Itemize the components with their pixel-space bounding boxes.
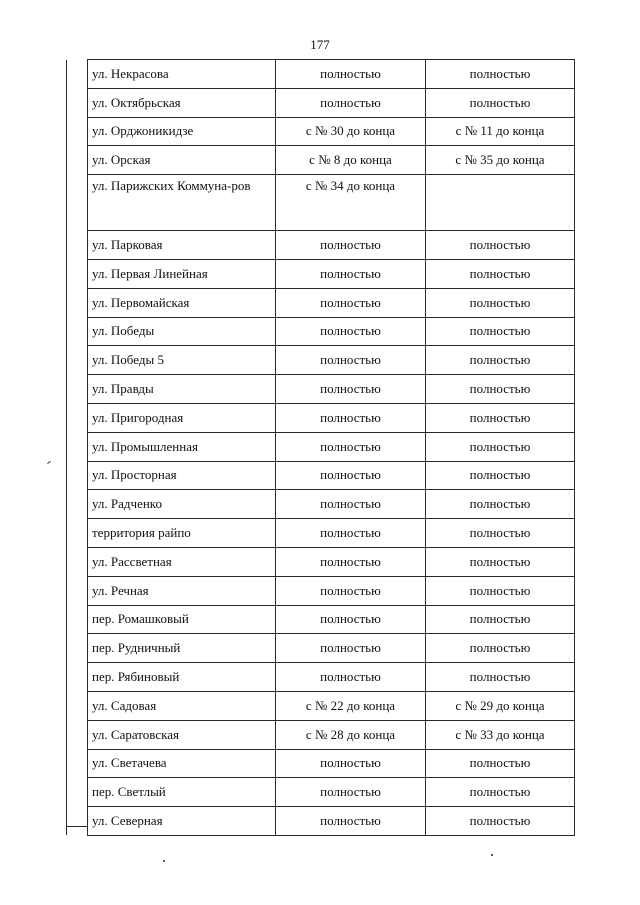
- table-row: [67, 259, 575, 288]
- table-row: [67, 490, 575, 519]
- even-range-cell: полностью: [276, 519, 426, 548]
- street-cell: ул. Победы 5: [88, 346, 276, 375]
- table-row: [67, 691, 575, 720]
- odd-range-cell: полностью: [426, 605, 575, 634]
- table-row: [67, 375, 575, 404]
- street-cell: пер. Светлый: [88, 778, 276, 807]
- even-range-cell: полностью: [276, 346, 426, 375]
- street-cell: ул. Некрасова: [88, 60, 276, 89]
- margin-cell: [67, 346, 88, 375]
- even-range-cell: полностью: [276, 547, 426, 576]
- street-cell: ул. Садовая: [88, 691, 276, 720]
- even-range-cell: полностью: [276, 634, 426, 663]
- odd-range-cell: полностью: [426, 461, 575, 490]
- odd-range-cell: полностью: [426, 403, 575, 432]
- margin-cell: [67, 375, 88, 404]
- even-range-cell: с № 8 до конца: [276, 146, 426, 175]
- margin-cell: [67, 547, 88, 576]
- street-cell: ул. Пригородная: [88, 403, 276, 432]
- margin-cell: [67, 519, 88, 548]
- odd-range-cell: полностью: [426, 346, 575, 375]
- odd-range-cell: с № 33 до конца: [426, 720, 575, 749]
- table-row: [67, 432, 575, 461]
- table-row: [67, 519, 575, 548]
- even-range-cell: полностью: [276, 88, 426, 117]
- odd-range-cell: полностью: [426, 634, 575, 663]
- scan-speck: [47, 461, 51, 464]
- margin-cell: [67, 231, 88, 260]
- odd-range-cell: полностью: [426, 576, 575, 605]
- table-row: [67, 146, 575, 175]
- margin-cell: [67, 605, 88, 634]
- even-range-cell: с № 28 до конца: [276, 720, 426, 749]
- table-row: [67, 117, 575, 146]
- even-range-cell: полностью: [276, 317, 426, 346]
- street-cell: ул. Орджоникидзе: [88, 117, 276, 146]
- margin-cell: [67, 317, 88, 346]
- even-range-cell: полностью: [276, 807, 426, 836]
- margin-cell: [67, 117, 88, 146]
- table-row: [67, 231, 575, 260]
- street-cell: ул. Парковая: [88, 231, 276, 260]
- odd-range-cell: с № 35 до конца: [426, 146, 575, 175]
- margin-cell: [67, 461, 88, 490]
- odd-range-cell: полностью: [426, 663, 575, 692]
- even-range-cell: полностью: [276, 60, 426, 89]
- margin-cell: [67, 175, 88, 231]
- even-range-cell: полностью: [276, 576, 426, 605]
- odd-range-cell: полностью: [426, 231, 575, 260]
- table-bottom-rule: [66, 826, 87, 827]
- table-row: [67, 576, 575, 605]
- table-row: [67, 403, 575, 432]
- street-cell: ул. Речная: [88, 576, 276, 605]
- even-range-cell: полностью: [276, 778, 426, 807]
- margin-cell: [67, 88, 88, 117]
- margin-cell: [67, 403, 88, 432]
- table-row: [67, 175, 575, 231]
- scan-speck: [163, 860, 165, 862]
- odd-range-cell: полностью: [426, 807, 575, 836]
- even-range-cell: полностью: [276, 403, 426, 432]
- table-row: [67, 547, 575, 576]
- street-cell: ул. Радченко: [88, 490, 276, 519]
- odd-range-cell: полностью: [426, 749, 575, 778]
- even-range-cell: полностью: [276, 432, 426, 461]
- street-cell: ул. Первая Линейная: [88, 259, 276, 288]
- street-cell: пер. Рудничный: [88, 634, 276, 663]
- margin-cell: [67, 749, 88, 778]
- street-cell: ул. Октябрьская: [88, 88, 276, 117]
- street-cell: ул. Первомайская: [88, 288, 276, 317]
- margin-cell: [67, 146, 88, 175]
- odd-range-cell: полностью: [426, 547, 575, 576]
- even-range-cell: полностью: [276, 461, 426, 490]
- street-cell: территория райпо: [88, 519, 276, 548]
- odd-range-cell: полностью: [426, 778, 575, 807]
- odd-range-cell: полностью: [426, 432, 575, 461]
- odd-range-cell: полностью: [426, 288, 575, 317]
- margin-cell: [67, 259, 88, 288]
- even-range-cell: полностью: [276, 288, 426, 317]
- street-cell: ул. Парижских Коммуна-ров: [88, 175, 276, 231]
- odd-range-cell: [426, 175, 575, 231]
- odd-range-cell: с № 29 до конца: [426, 691, 575, 720]
- margin-cell: [67, 288, 88, 317]
- margin-cell: [67, 720, 88, 749]
- page-number: 177: [310, 37, 330, 52]
- odd-range-cell: с № 11 до конца: [426, 117, 575, 146]
- odd-range-cell: полностью: [426, 375, 575, 404]
- table-row: [67, 88, 575, 117]
- street-cell: ул. Северная: [88, 807, 276, 836]
- street-cell: пер. Рябиновый: [88, 663, 276, 692]
- margin-cell: [67, 432, 88, 461]
- street-cell: ул. Рассветная: [88, 547, 276, 576]
- margin-cell: [67, 60, 88, 89]
- street-cell: пер. Ромашковый: [88, 605, 276, 634]
- table-row: [67, 807, 575, 836]
- odd-range-cell: полностью: [426, 519, 575, 548]
- street-cell: ул. Светачева: [88, 749, 276, 778]
- even-range-cell: с № 22 до конца: [276, 691, 426, 720]
- table-row: [67, 288, 575, 317]
- scan-speck: [491, 854, 493, 856]
- margin-cell: [67, 807, 88, 836]
- even-range-cell: полностью: [276, 605, 426, 634]
- table-row: [67, 778, 575, 807]
- table-row: [67, 720, 575, 749]
- odd-range-cell: полностью: [426, 60, 575, 89]
- even-range-cell: полностью: [276, 231, 426, 260]
- table-row: [67, 461, 575, 490]
- street-cell: ул. Правды: [88, 375, 276, 404]
- margin-cell: [67, 576, 88, 605]
- even-range-cell: полностью: [276, 375, 426, 404]
- table-row: [67, 663, 575, 692]
- margin-cell: [67, 778, 88, 807]
- even-range-cell: полностью: [276, 490, 426, 519]
- table-row: [67, 634, 575, 663]
- margin-cell: [67, 634, 88, 663]
- odd-range-cell: полностью: [426, 490, 575, 519]
- table-row: [67, 605, 575, 634]
- street-cell: ул. Победы: [88, 317, 276, 346]
- even-range-cell: с № 34 до конца: [276, 175, 426, 231]
- even-range-cell: полностью: [276, 663, 426, 692]
- street-table-body: [67, 60, 575, 836]
- street-table: [66, 59, 575, 836]
- odd-range-cell: полностью: [426, 259, 575, 288]
- street-cell: ул. Саратовская: [88, 720, 276, 749]
- table-row: [67, 749, 575, 778]
- margin-cell: [67, 663, 88, 692]
- street-cell: ул. Просторная: [88, 461, 276, 490]
- odd-range-cell: полностью: [426, 317, 575, 346]
- margin-cell: [67, 691, 88, 720]
- even-range-cell: полностью: [276, 749, 426, 778]
- even-range-cell: полностью: [276, 259, 426, 288]
- margin-cell: [67, 490, 88, 519]
- even-range-cell: с № 30 до конца: [276, 117, 426, 146]
- table-row: [67, 60, 575, 89]
- table-row: [67, 317, 575, 346]
- street-cell: ул. Орская: [88, 146, 276, 175]
- street-cell: ул. Промышленная: [88, 432, 276, 461]
- odd-range-cell: полностью: [426, 88, 575, 117]
- table-row: [67, 346, 575, 375]
